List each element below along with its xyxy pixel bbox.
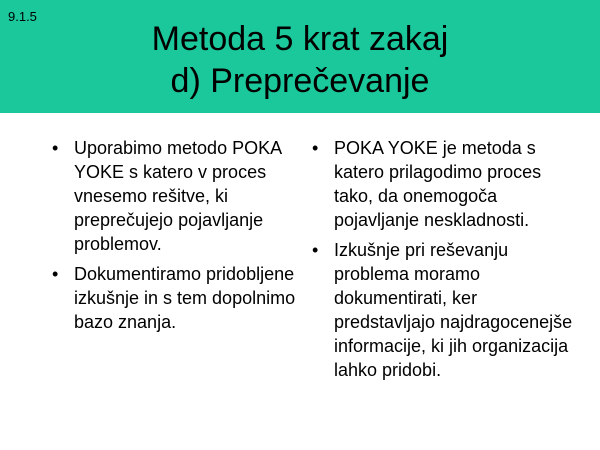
bullet-item xyxy=(52,262,297,334)
bullet-text: Izkušnje pri reševanju problema moramo dokumentirati, ker predstavljajo najdragocenejše informacije, ki jih organizacija lahko pridobi. xyxy=(334,240,573,380)
title-line-1: Metoda 5 krat zakaj xyxy=(151,20,449,58)
bullet-item xyxy=(312,136,577,232)
bullet-icon: • xyxy=(52,138,59,158)
bullet-text: Dokumentiramo pridobljene izkušnje in s tem dopolnimo bazo znanja. xyxy=(74,264,296,332)
bullet-icon: • xyxy=(312,240,319,260)
bullet-text: Uporabimo metodo POKA YOKE s katero v proces vnesemo rešitve, ki preprečujejo pojavljanje problemov. xyxy=(74,138,282,254)
title-line-2: d) Preprečevanje xyxy=(170,62,430,100)
left-bullet-list xyxy=(52,136,297,334)
slide-number: 9.1.5 xyxy=(8,9,37,24)
title-banner xyxy=(0,0,600,113)
right-column xyxy=(312,136,577,388)
bullet-text: POKA YOKE je metoda s katero prilagodimo proces tako, da onemogoča pojavljanje neskladnosti. xyxy=(334,138,542,230)
bullet-icon: • xyxy=(52,264,59,284)
slide-title xyxy=(0,18,600,102)
right-bullet-list xyxy=(312,136,577,382)
bullet-item xyxy=(52,136,297,256)
bullet-item xyxy=(312,238,577,382)
bullet-icon: • xyxy=(312,138,319,158)
left-column xyxy=(52,136,297,340)
